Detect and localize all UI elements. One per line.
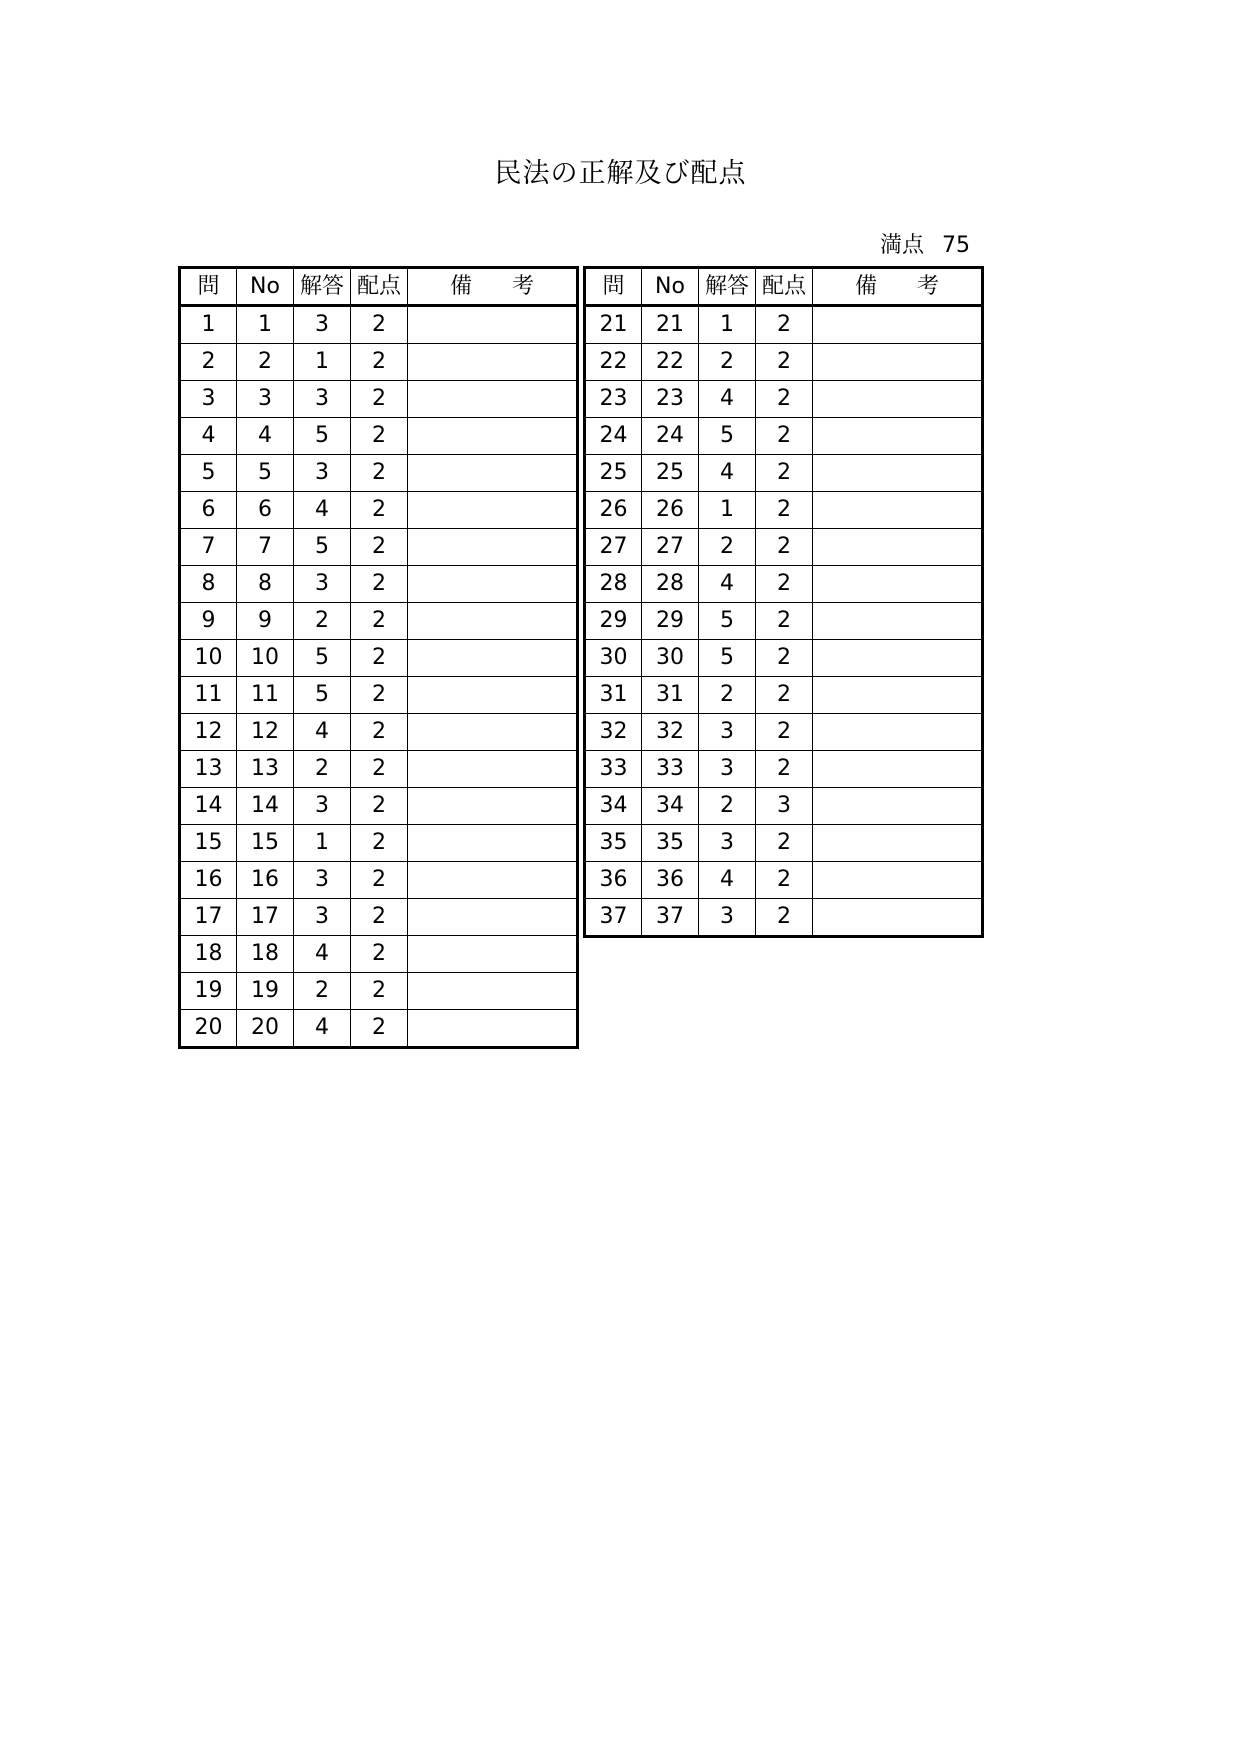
cell-no: 26 <box>642 492 699 529</box>
cell-question: 12 <box>180 714 237 751</box>
cell-no: 9 <box>237 603 294 640</box>
cell-question: 21 <box>585 306 642 344</box>
cell-answer: 2 <box>699 677 756 714</box>
table-row <box>180 936 578 973</box>
cell-points: 2 <box>756 862 813 899</box>
cell-answer: 5 <box>294 418 351 455</box>
table-row <box>180 788 578 825</box>
cell-question: 2 <box>180 344 237 381</box>
cell-remarks <box>408 862 578 899</box>
cell-answer: 1 <box>294 825 351 862</box>
cell-no: 36 <box>642 862 699 899</box>
cell-remarks <box>408 714 578 751</box>
cell-answer: 4 <box>699 862 756 899</box>
table-row <box>180 418 578 455</box>
answer-table-left-body <box>180 306 578 1048</box>
cell-remarks <box>813 455 983 492</box>
cell-points: 2 <box>756 603 813 640</box>
cell-answer: 4 <box>294 714 351 751</box>
cell-remarks <box>408 566 578 603</box>
cell-remarks <box>408 640 578 677</box>
cell-question: 7 <box>180 529 237 566</box>
cell-answer: 2 <box>294 603 351 640</box>
cell-question: 6 <box>180 492 237 529</box>
cell-remarks <box>408 973 578 1010</box>
header-remarks-char1: 備 <box>449 274 472 299</box>
cell-question: 29 <box>585 603 642 640</box>
table-row <box>585 788 983 825</box>
cell-question: 26 <box>585 492 642 529</box>
cell-question: 5 <box>180 455 237 492</box>
cell-no: 12 <box>237 714 294 751</box>
cell-no: 29 <box>642 603 699 640</box>
cell-remarks <box>408 825 578 862</box>
table-row <box>585 899 983 937</box>
cell-answer: 2 <box>294 973 351 1010</box>
table-header-row <box>180 268 578 306</box>
cell-answer: 3 <box>294 455 351 492</box>
cell-answer: 3 <box>294 566 351 603</box>
cell-remarks <box>408 344 578 381</box>
header-remarks-char1: 備 <box>854 274 877 299</box>
cell-points: 2 <box>351 603 408 640</box>
cell-points: 2 <box>351 936 408 973</box>
cell-question: 15 <box>180 825 237 862</box>
cell-answer: 5 <box>699 640 756 677</box>
cell-points: 2 <box>351 973 408 1010</box>
page-title: 民法の正解及び配点 <box>494 158 747 189</box>
answer-table-left <box>178 266 579 1049</box>
cell-question: 18 <box>180 936 237 973</box>
cell-answer: 3 <box>294 788 351 825</box>
cell-answer: 2 <box>294 751 351 788</box>
cell-no: 14 <box>237 788 294 825</box>
table-header-row <box>585 268 983 306</box>
cell-no: 25 <box>642 455 699 492</box>
header-answer: 解答 <box>294 268 351 306</box>
cell-points: 2 <box>351 862 408 899</box>
header-remarks-char2: 考 <box>512 274 535 299</box>
header-no: No <box>642 268 699 306</box>
cell-remarks <box>813 640 983 677</box>
cell-points: 2 <box>351 899 408 936</box>
cell-no: 4 <box>237 418 294 455</box>
table-row <box>585 862 983 899</box>
cell-answer: 3 <box>699 751 756 788</box>
cell-answer: 2 <box>699 344 756 381</box>
cell-points: 3 <box>756 788 813 825</box>
cell-answer: 1 <box>294 344 351 381</box>
cell-remarks <box>813 492 983 529</box>
cell-remarks <box>408 418 578 455</box>
cell-answer: 5 <box>699 418 756 455</box>
header-question: 問 <box>180 268 237 306</box>
cell-answer: 3 <box>699 825 756 862</box>
cell-question: 30 <box>585 640 642 677</box>
cell-remarks <box>813 751 983 788</box>
table-row <box>585 714 983 751</box>
cell-question: 35 <box>585 825 642 862</box>
cell-no: 8 <box>237 566 294 603</box>
cell-answer: 3 <box>699 899 756 937</box>
cell-remarks <box>813 788 983 825</box>
cell-remarks <box>408 306 578 344</box>
cell-answer: 4 <box>699 381 756 418</box>
cell-question: 27 <box>585 529 642 566</box>
cell-question: 16 <box>180 862 237 899</box>
cell-no: 37 <box>642 899 699 937</box>
cell-remarks <box>408 603 578 640</box>
cell-remarks <box>408 751 578 788</box>
table-row <box>180 306 578 344</box>
table-row <box>180 381 578 418</box>
cell-remarks <box>408 899 578 936</box>
cell-no: 2 <box>237 344 294 381</box>
cell-no: 10 <box>237 640 294 677</box>
cell-question: 1 <box>180 306 237 344</box>
cell-no: 13 <box>237 751 294 788</box>
table-row <box>585 640 983 677</box>
table-row <box>180 640 578 677</box>
cell-answer: 5 <box>294 677 351 714</box>
cell-points: 2 <box>756 529 813 566</box>
table-row <box>585 381 983 418</box>
cell-points: 2 <box>756 899 813 937</box>
cell-remarks <box>408 1010 578 1048</box>
cell-remarks <box>408 936 578 973</box>
full-score <box>880 232 970 260</box>
header-no: No <box>237 268 294 306</box>
table-row <box>180 529 578 566</box>
cell-answer: 4 <box>294 492 351 529</box>
cell-points: 2 <box>351 714 408 751</box>
cell-remarks <box>813 862 983 899</box>
cell-remarks <box>813 381 983 418</box>
cell-remarks <box>813 529 983 566</box>
cell-remarks <box>813 603 983 640</box>
cell-question: 4 <box>180 418 237 455</box>
cell-remarks <box>813 677 983 714</box>
cell-question: 25 <box>585 455 642 492</box>
cell-question: 19 <box>180 973 237 1010</box>
cell-question: 3 <box>180 381 237 418</box>
cell-no: 31 <box>642 677 699 714</box>
cell-points: 2 <box>351 640 408 677</box>
cell-no: 15 <box>237 825 294 862</box>
full-score-label: 満点 <box>880 233 925 258</box>
cell-points: 2 <box>351 566 408 603</box>
answer-table-right-body <box>585 306 983 937</box>
cell-points: 2 <box>351 492 408 529</box>
table-row <box>585 825 983 862</box>
cell-points: 2 <box>756 381 813 418</box>
cell-remarks <box>408 529 578 566</box>
cell-points: 2 <box>351 418 408 455</box>
table-row <box>585 306 983 344</box>
cell-no: 20 <box>237 1010 294 1048</box>
cell-no: 27 <box>642 529 699 566</box>
header-remarks <box>408 268 578 306</box>
table-row <box>180 677 578 714</box>
cell-question: 37 <box>585 899 642 937</box>
cell-question: 28 <box>585 566 642 603</box>
cell-points: 2 <box>351 1010 408 1048</box>
table-row <box>180 1010 578 1048</box>
cell-question: 17 <box>180 899 237 936</box>
table-row <box>180 973 578 1010</box>
cell-question: 22 <box>585 344 642 381</box>
cell-question: 24 <box>585 418 642 455</box>
cell-points: 2 <box>756 677 813 714</box>
cell-question: 33 <box>585 751 642 788</box>
cell-question: 36 <box>585 862 642 899</box>
cell-no: 11 <box>237 677 294 714</box>
cell-answer: 3 <box>294 862 351 899</box>
cell-no: 24 <box>642 418 699 455</box>
table-row <box>585 677 983 714</box>
cell-remarks <box>813 825 983 862</box>
cell-answer: 4 <box>294 936 351 973</box>
cell-no: 21 <box>642 306 699 344</box>
table-row <box>585 603 983 640</box>
cell-no: 32 <box>642 714 699 751</box>
table-row <box>180 862 578 899</box>
cell-question: 14 <box>180 788 237 825</box>
cell-points: 2 <box>756 344 813 381</box>
cell-points: 2 <box>351 306 408 344</box>
cell-remarks <box>813 899 983 937</box>
cell-question: 13 <box>180 751 237 788</box>
cell-points: 2 <box>756 714 813 751</box>
cell-no: 30 <box>642 640 699 677</box>
cell-points: 2 <box>756 455 813 492</box>
cell-answer: 3 <box>699 714 756 751</box>
cell-points: 2 <box>756 825 813 862</box>
cell-no: 22 <box>642 344 699 381</box>
cell-no: 19 <box>237 973 294 1010</box>
cell-answer: 4 <box>294 1010 351 1048</box>
cell-question: 11 <box>180 677 237 714</box>
cell-remarks <box>408 381 578 418</box>
cell-points: 2 <box>756 640 813 677</box>
cell-question: 20 <box>180 1010 237 1048</box>
cell-answer: 1 <box>699 492 756 529</box>
cell-answer: 5 <box>294 529 351 566</box>
cell-remarks <box>408 788 578 825</box>
cell-answer: 2 <box>699 529 756 566</box>
full-score-value: 75 <box>942 233 971 258</box>
table-row <box>585 455 983 492</box>
cell-question: 8 <box>180 566 237 603</box>
cell-points: 2 <box>756 418 813 455</box>
cell-remarks <box>813 418 983 455</box>
cell-points: 2 <box>351 751 408 788</box>
cell-points: 2 <box>351 788 408 825</box>
cell-remarks <box>813 344 983 381</box>
cell-no: 35 <box>642 825 699 862</box>
cell-remarks <box>408 455 578 492</box>
table-row <box>585 418 983 455</box>
header-remarks <box>813 268 983 306</box>
header-points: 配点 <box>756 268 813 306</box>
cell-no: 28 <box>642 566 699 603</box>
cell-points: 2 <box>351 455 408 492</box>
cell-points: 2 <box>351 381 408 418</box>
table-row <box>585 492 983 529</box>
table-row <box>180 492 578 529</box>
cell-remarks <box>408 677 578 714</box>
cell-points: 2 <box>351 677 408 714</box>
cell-question: 9 <box>180 603 237 640</box>
cell-question: 31 <box>585 677 642 714</box>
cell-no: 33 <box>642 751 699 788</box>
cell-answer: 5 <box>294 640 351 677</box>
cell-no: 17 <box>237 899 294 936</box>
cell-no: 16 <box>237 862 294 899</box>
cell-answer: 4 <box>699 455 756 492</box>
cell-points: 2 <box>756 492 813 529</box>
cell-question: 34 <box>585 788 642 825</box>
cell-answer: 3 <box>294 306 351 344</box>
table-row <box>585 566 983 603</box>
table-row <box>585 344 983 381</box>
table-row <box>180 344 578 381</box>
cell-no: 7 <box>237 529 294 566</box>
cell-no: 34 <box>642 788 699 825</box>
cell-points: 2 <box>351 529 408 566</box>
header-remarks-char2: 考 <box>917 274 940 299</box>
table-row <box>180 899 578 936</box>
cell-answer: 5 <box>699 603 756 640</box>
cell-points: 2 <box>756 306 813 344</box>
cell-answer: 2 <box>699 788 756 825</box>
cell-remarks <box>408 492 578 529</box>
header-answer: 解答 <box>699 268 756 306</box>
cell-answer: 1 <box>699 306 756 344</box>
cell-question: 10 <box>180 640 237 677</box>
table-row <box>180 751 578 788</box>
cell-answer: 3 <box>294 381 351 418</box>
cell-answer: 3 <box>294 899 351 936</box>
table-row <box>180 566 578 603</box>
cell-points: 2 <box>351 344 408 381</box>
cell-points: 2 <box>756 566 813 603</box>
cell-no: 3 <box>237 381 294 418</box>
table-row <box>180 714 578 751</box>
table-row <box>180 455 578 492</box>
cell-no: 23 <box>642 381 699 418</box>
cell-remarks <box>813 306 983 344</box>
cell-question: 23 <box>585 381 642 418</box>
table-row <box>180 825 578 862</box>
header-question: 問 <box>585 268 642 306</box>
table-row <box>180 603 578 640</box>
cell-no: 5 <box>237 455 294 492</box>
cell-remarks <box>813 714 983 751</box>
cell-no: 6 <box>237 492 294 529</box>
cell-remarks <box>813 566 983 603</box>
header-points: 配点 <box>351 268 408 306</box>
cell-question: 32 <box>585 714 642 751</box>
cell-answer: 4 <box>699 566 756 603</box>
cell-points: 2 <box>351 825 408 862</box>
table-row <box>585 529 983 566</box>
table-row <box>585 751 983 788</box>
cell-points: 2 <box>756 751 813 788</box>
answer-table-right <box>583 266 984 938</box>
cell-no: 1 <box>237 306 294 344</box>
cell-no: 18 <box>237 936 294 973</box>
